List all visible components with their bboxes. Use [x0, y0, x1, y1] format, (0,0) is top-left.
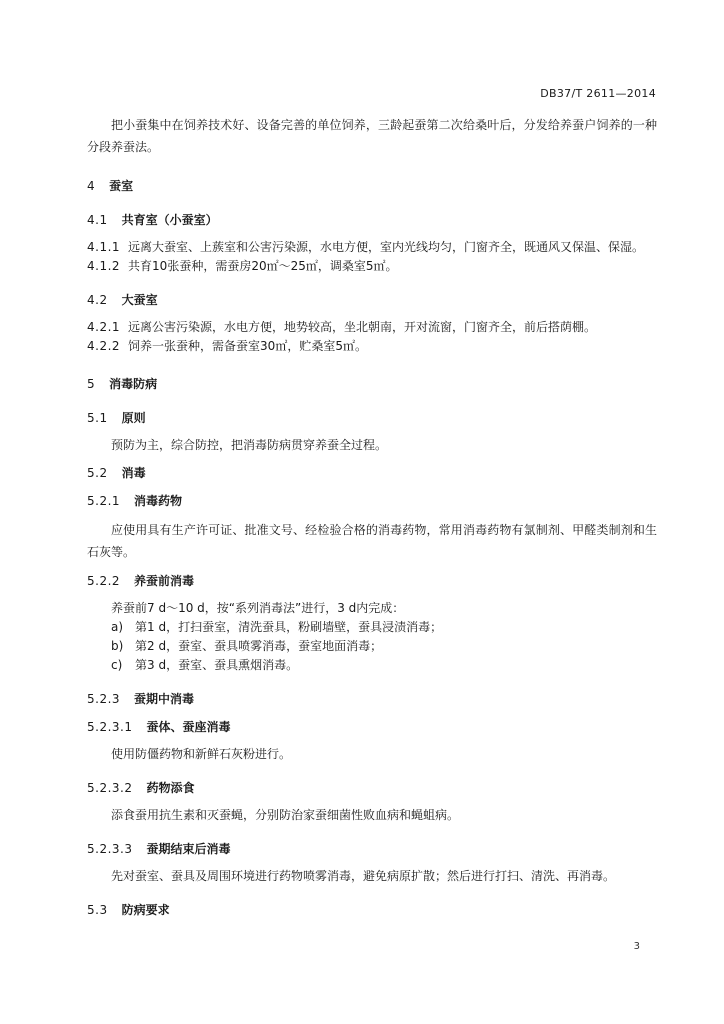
clause-4-1-2-number: 4.1.2 — [87, 259, 121, 273]
clause-4-2-2-number: 4.2.2 — [87, 339, 121, 353]
section-5-2-3-2-title: 药物添食 — [146, 781, 195, 795]
section-5-3-number: 5.3 — [87, 903, 108, 917]
section-5-2-heading — [87, 463, 657, 483]
section-4-2-heading — [87, 290, 657, 310]
section-4-number: 4 — [87, 179, 96, 193]
section-5-2-3-2-heading — [87, 778, 657, 798]
section-4-title: 蚕室 — [109, 179, 134, 193]
clause-4-2-1-text: 远离公害污染源，水电方便，地势较高，坐北朝南，开对流窗，门窗齐全，前后搭荫棚。 — [128, 320, 597, 334]
section-5-2-3-1-text: 使用防僵药物和新鲜石灰粉进行。 — [111, 747, 292, 761]
section-5-2-3-number: 5.2.3 — [87, 692, 121, 706]
section-5-2-2-heading — [87, 571, 657, 591]
section-5-heading — [87, 374, 657, 394]
clause-4-1-2-text: 共育10张蚕种，需蚕房20㎡～25㎡，调桑室5㎡。 — [128, 259, 398, 273]
clause-4-1-1-text: 远离大蚕室、上蔟室和公害污染源，水电方便，室内光线均匀，门窗齐全，既通风又保温、保湿。 — [128, 240, 645, 254]
section-5-2-2-title: 养蚕前消毒 — [134, 574, 195, 588]
intro-paragraph: 把小蚕集中在饲养技术好、设备完善的单位饲养，三龄起蚕第二次给桑叶后，分发给养蚕户饲养的一种分段养蚕法。 — [87, 118, 657, 154]
list-item-text: 第1 d，打扫蚕室，清洗蚕具，粉刷墙壁，蚕具浸渍消毒； — [135, 620, 443, 634]
clause-4-1-1-number: 4.1.1 — [87, 240, 121, 254]
section-5-2-2-number: 5.2.2 — [87, 574, 121, 588]
section-5-2-2-intro: 养蚕前7 d～10 d，按“系列消毒法”进行，3 d内完成： — [111, 601, 405, 615]
section-5-2-3-2-number: 5.2.3.2 — [87, 781, 133, 795]
section-5-2-3-3-text: 先对蚕室、蚕具及周围环境进行药物喷雾消毒，避免病原扩散；然后进行打扫、清洗、再消毒。 — [111, 869, 616, 883]
section-5-2-title: 消毒 — [121, 466, 146, 480]
clause-4-1-2 — [87, 257, 657, 276]
section-5-2-3-3-number: 5.2.3.3 — [87, 842, 133, 856]
section-5-2-1-number: 5.2.1 — [87, 494, 121, 508]
section-4-heading — [87, 176, 657, 196]
section-5-1-heading — [87, 408, 657, 428]
document-code: DB37/T 2611—2014 — [540, 87, 656, 100]
clause-4-2-1-number: 4.2.1 — [87, 320, 121, 334]
clause-4-2-2 — [87, 337, 657, 356]
section-4-2-number: 4.2 — [87, 293, 108, 307]
list-item-marker: a) — [111, 620, 124, 634]
section-5-2-1-text: 应使用具有生产许可证、批准文号、经检验合格的消毒药物，常用消毒药物有氯制剂、甲醛类制剂和生石灰等。 — [87, 523, 657, 559]
list-item — [87, 656, 657, 675]
list-item-marker: c) — [111, 658, 123, 672]
section-4-1-number: 4.1 — [87, 213, 108, 227]
document-body — [87, 114, 657, 920]
section-5-2-3-1-title: 蚕体、蚕座消毒 — [146, 720, 231, 734]
section-5-2-3-3-title: 蚕期结束后消毒 — [146, 842, 231, 856]
section-4-1-title: 共育室（小蚕室） — [121, 213, 218, 227]
section-5-3-heading — [87, 900, 657, 920]
list-item — [87, 618, 657, 637]
section-5-3-title: 防病要求 — [121, 903, 170, 917]
clause-4-2-1 — [87, 318, 657, 337]
section-5-1-title: 原则 — [121, 411, 146, 425]
section-5-2-number: 5.2 — [87, 466, 108, 480]
section-5-2-3-1-number: 5.2.3.1 — [87, 720, 133, 734]
section-4-1-heading — [87, 210, 657, 230]
section-5-1-number: 5.1 — [87, 411, 108, 425]
clause-4-2-2-text: 饲养一张蚕种，需备蚕室30㎡，贮桑室5㎡。 — [128, 339, 367, 353]
section-5-2-3-title: 蚕期中消毒 — [134, 692, 195, 706]
section-5-2-3-1-heading — [87, 717, 657, 737]
section-5-2-1-heading — [87, 491, 657, 511]
section-5-number: 5 — [87, 377, 96, 391]
list-item-text: 第3 d，蚕室、蚕具熏烟消毒。 — [135, 658, 299, 672]
clause-4-1-1 — [87, 238, 657, 257]
section-5-2-3-3-heading — [87, 839, 657, 859]
section-5-2-1-title: 消毒药物 — [134, 494, 183, 508]
list-item-text: 第2 d，蚕室、蚕具喷雾消毒，蚕室地面消毒； — [135, 639, 383, 653]
list-item-marker: b) — [111, 639, 124, 653]
section-5-1-text: 预防为主，综合防控，把消毒防病贯穿养蚕全过程。 — [111, 438, 388, 452]
section-5-2-3-2-text: 添食蚕用抗生素和灭蚕蝇，分别防治家蚕细菌性败血病和蝇蛆病。 — [111, 808, 460, 822]
section-5-2-3-heading — [87, 689, 657, 709]
list-item — [87, 637, 657, 656]
section-5-title: 消毒防病 — [109, 377, 158, 391]
page-number: 3 — [633, 941, 640, 952]
section-4-2-title: 大蚕室 — [121, 293, 158, 307]
